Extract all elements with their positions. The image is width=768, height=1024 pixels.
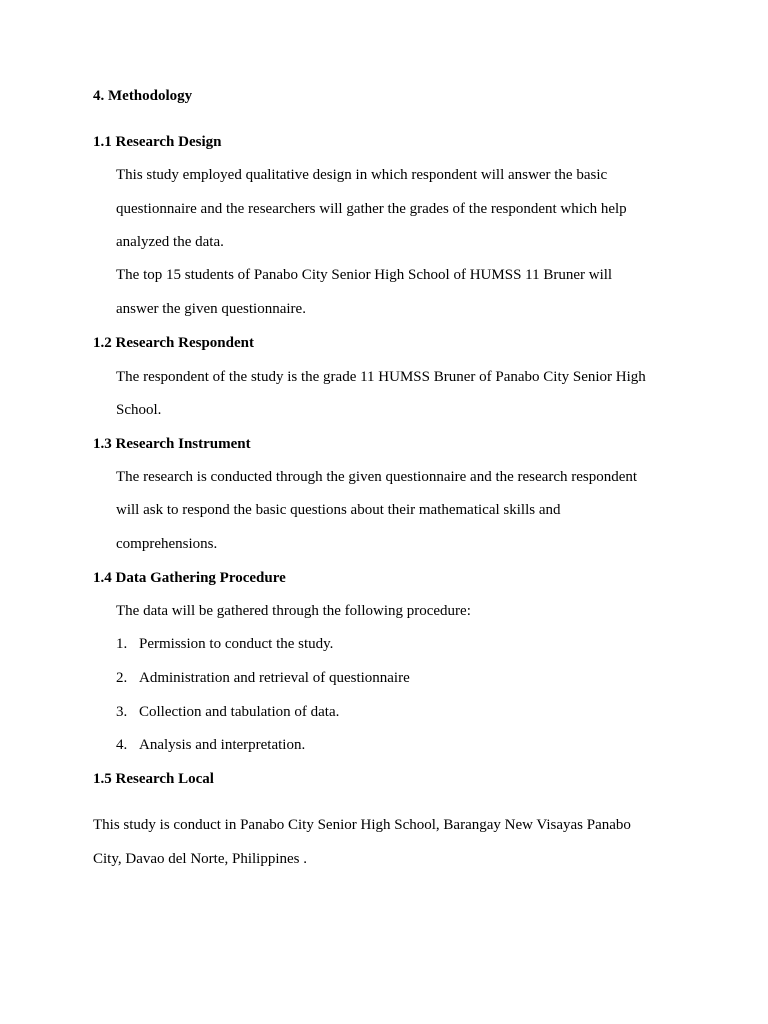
section-title-research-respondent: 1.2 Research Respondent	[93, 335, 254, 351]
list-number: 4.	[116, 737, 128, 753]
paragraph-line: questionnaire and the researchers will gather the grades of the respondent which help	[116, 201, 627, 217]
paragraph-line: The data will be gathered through the following procedure:	[116, 603, 471, 619]
section-title-research-local: 1.5 Research Local	[93, 771, 214, 787]
paragraph-line: answer the given questionnaire.	[116, 301, 306, 317]
paragraph-line: will ask to respond the basic questions about their mathematical skills and	[116, 502, 561, 518]
paragraph-line: This study is conduct in Panabo City Senior High School, Barangay New Visayas Panabo	[93, 817, 631, 833]
paragraph-line: comprehensions.	[116, 536, 218, 552]
section-title-research-design: 1.1 Research Design	[93, 134, 222, 150]
list-number: 2.	[116, 670, 128, 686]
list-item: Analysis and interpretation.	[139, 737, 306, 753]
list-item: Collection and tabulation of data.	[139, 704, 340, 720]
list-number: 3.	[116, 704, 128, 720]
paragraph-line: The respondent of the study is the grade 11 HUMSS Bruner of Panabo City Senior High	[116, 369, 646, 385]
list-item: Permission to conduct the study.	[139, 636, 334, 652]
page-heading: 4. Methodology	[93, 88, 193, 104]
section-title-data-gathering: 1.4 Data Gathering Procedure	[93, 570, 286, 586]
paragraph-line: analyzed the data.	[116, 234, 224, 250]
list-number: 1.	[116, 636, 128, 652]
section-title-research-instrument: 1.3 Research Instrument	[93, 436, 251, 452]
paragraph-line: This study employed qualitative design in which respondent will answer the basic	[116, 167, 608, 183]
paragraph-line: School.	[116, 402, 162, 418]
paragraph-line: City, Davao del Norte, Philippines .	[93, 851, 307, 867]
paragraph-line: The research is conducted through the given questionnaire and the research respondent	[116, 469, 638, 485]
list-item: Administration and retrieval of questionnaire	[139, 670, 410, 686]
paragraph-line: The top 15 students of Panabo City Senior High School of HUMSS 11 Bruner will	[116, 267, 613, 283]
